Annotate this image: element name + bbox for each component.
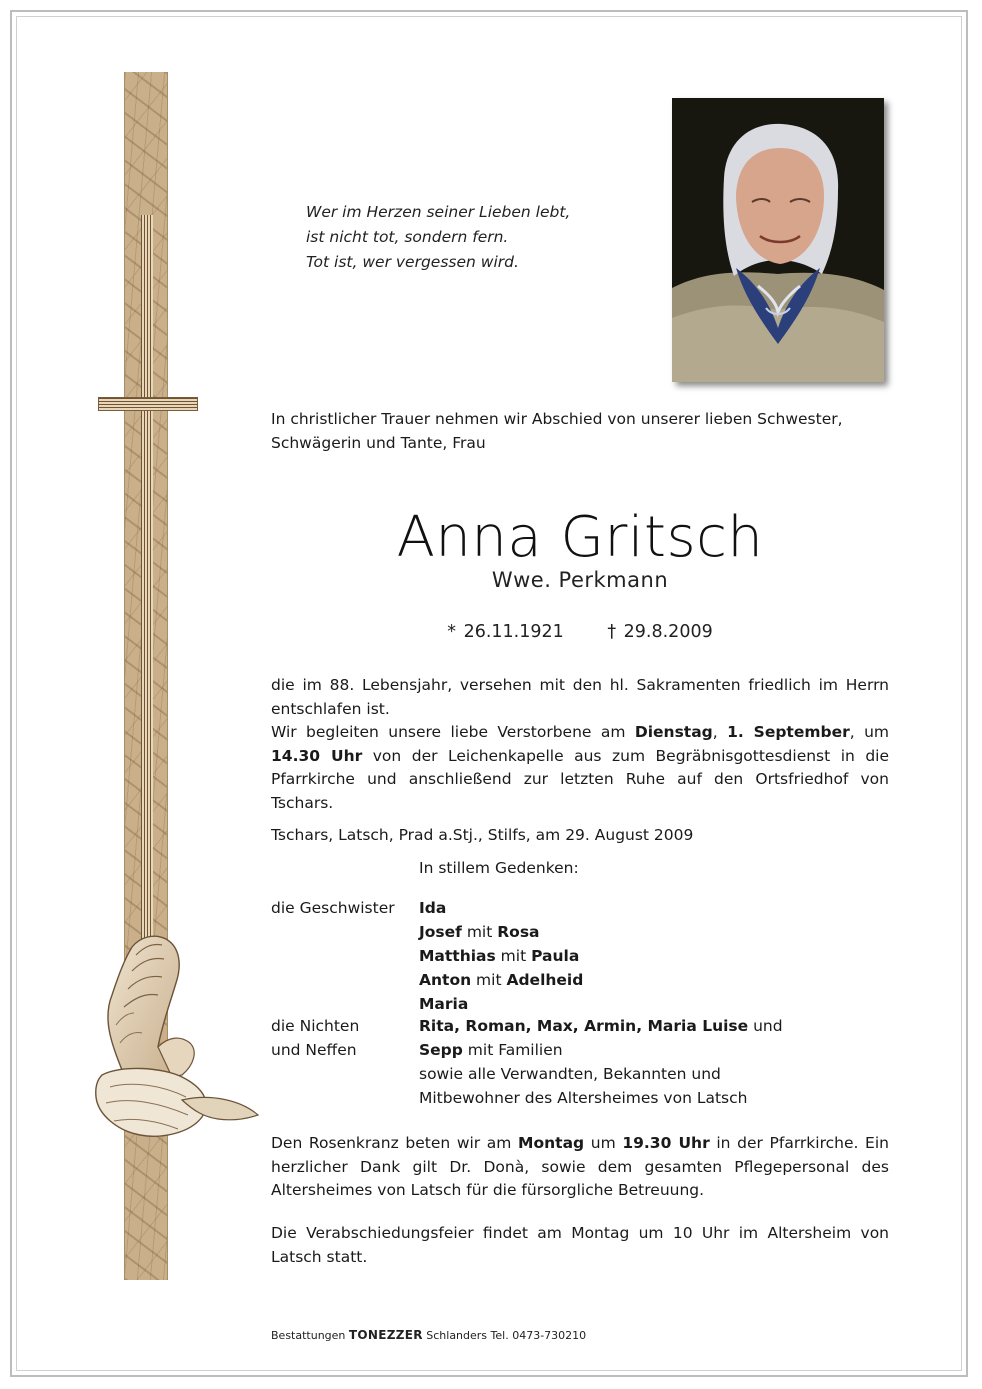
sibling-entry [419, 992, 583, 1016]
text-run: Wir begleiten unsere liebe Verstorbene am [271, 723, 635, 741]
sibling-entry [419, 944, 583, 968]
quote-line: Wer im Herzen seiner Lieben lebt, [306, 203, 571, 221]
text-run: mit [461, 923, 498, 941]
funeral-time: 14.30 Uhr [271, 746, 363, 765]
farewell-paragraph: Die Verabschiedungsfeier findet am Montag um 10 Uhr im Altersheim von Latsch statt. [271, 1224, 889, 1266]
deceased-maiden-name: Wwe. Perkmann [491, 568, 669, 592]
nieces-list [419, 1014, 783, 1110]
intro-text: In christlicher Trauer nehmen wir Abschied von unserer lieben Schwester, Schwägerin und Tante, Frau [271, 410, 843, 452]
nieces-entry [419, 1038, 783, 1062]
text-run: mit [471, 971, 507, 989]
siblings-list [419, 896, 583, 1016]
text-run: Schlanders Tel. 0473-730210 [422, 1329, 587, 1342]
sibling-spouse: Rosa [497, 923, 540, 941]
text-run: Den Rosenkranz beten wir am [271, 1134, 519, 1152]
sibling-entry [419, 896, 583, 920]
sibling-name: Maria [419, 995, 469, 1013]
siblings-label: die Geschwister [271, 899, 395, 917]
nieces-label-line: die Nichten [271, 1017, 360, 1035]
death-date: † 29.8.2009 [607, 622, 713, 642]
memorial-quote [306, 200, 606, 275]
sibling-name: Matthias [419, 947, 496, 965]
text-run: und [748, 1017, 783, 1035]
text-run: von der Leichenkapelle aus zum Begräbnisgottesdienst in die Pfarrkirche und anschließend zur letzten Ruhe auf den Ortsfriedhof von Tschars. [271, 746, 889, 812]
funeral-home-name: TONEZZER [348, 1328, 423, 1342]
cross-grooves [141, 215, 153, 945]
sibling-name: Josef [419, 923, 462, 941]
praying-hands-icon [62, 925, 262, 1160]
portrait-photo [672, 98, 884, 382]
funeral-day: Dienstag [634, 723, 713, 741]
relatives-line: Mitbewohner des Altersheimes von Latsch [419, 1089, 748, 1107]
text-run: , um [849, 723, 889, 741]
sibling-name: Ida [419, 899, 447, 917]
rosary-paragraph [271, 1132, 889, 1203]
quote-line: ist nicht tot, sondern fern. [306, 228, 509, 246]
deceased-name: Anna Gritsch [396, 505, 764, 570]
birth-date: * 26.11.1921 [447, 622, 564, 642]
nieces-entry [419, 1014, 783, 1038]
cross-bar [98, 397, 198, 411]
rosary-time: 19.30 Uhr [622, 1134, 710, 1152]
portrait-image [672, 98, 884, 382]
life-dates [271, 622, 889, 642]
place-and-date: Tschars, Latsch, Prad a.Stj., Stilfs, am 29. August 2009 [271, 826, 694, 844]
sibling-entry [419, 920, 583, 944]
text-run: , [712, 723, 728, 741]
sibling-spouse: Paula [531, 947, 580, 965]
nieces-label [271, 1014, 359, 1062]
rosary-day: Montag [518, 1134, 585, 1152]
in-memory-heading: In stillem Gedenken: [419, 859, 579, 877]
paragraph-funeral [271, 721, 889, 815]
relatives-line: sowie alle Verwandten, Bekannten und [419, 1065, 721, 1083]
text-run: um [584, 1134, 623, 1152]
funeral-date: 1. September [727, 723, 850, 741]
nieces-names: Sepp [419, 1041, 463, 1059]
quote-line: Tot ist, wer vergessen wird. [306, 253, 519, 271]
text-run: in der Pfarrkirche. Ein herzlicher Dank gilt Dr. Donà, sowie dem gesamten Pflegepersonal des Altersheimes von Latsch für die fürsorgliche Betreuung. [271, 1134, 889, 1199]
sibling-name: Anton [419, 971, 472, 989]
sibling-entry [419, 968, 583, 992]
nieces-names: Rita, Roman, Max, Armin, Maria Luise [419, 1017, 749, 1035]
text-run: mit Familien [462, 1041, 563, 1059]
funeral-notice-body [271, 674, 889, 815]
sibling-spouse: Adelheid [506, 971, 584, 989]
funeral-home-footer [271, 1328, 586, 1342]
text-run: Bestattungen [271, 1329, 349, 1342]
paragraph-age: die im 88. Lebensjahr, versehen mit den hl. Sakramenten friedlich im Herrn entschlafen ist. [271, 676, 889, 718]
nieces-label-line: und Neffen [271, 1041, 357, 1059]
text-run: mit [495, 947, 532, 965]
